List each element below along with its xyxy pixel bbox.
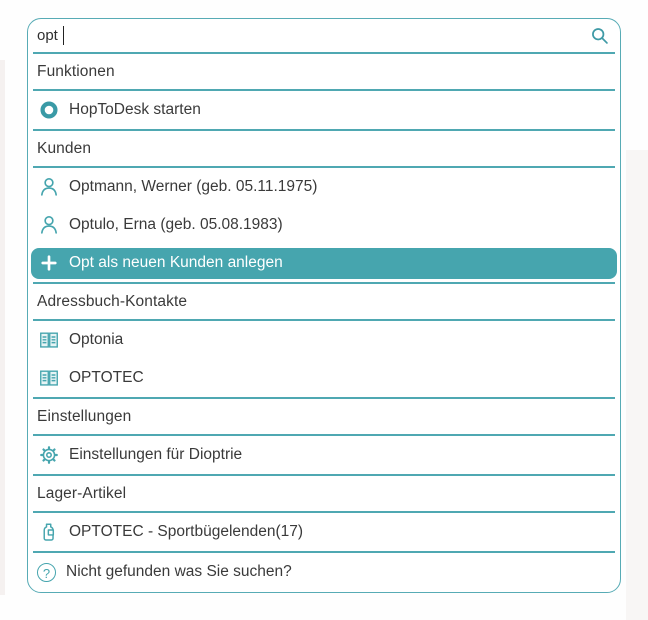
address-book-icon [38, 367, 60, 389]
search-dropdown-panel [27, 18, 621, 593]
search-row [28, 19, 620, 52]
result-item-label: Optulo, Erna (geb. 05.08.1983) [69, 216, 283, 233]
plus-icon [38, 252, 60, 274]
result-item-contact[interactable] [28, 359, 620, 397]
result-item-hoptodesk[interactable] [28, 91, 620, 129]
section-header-adressbuch: Adressbuch-Kontakte [37, 292, 188, 310]
section-header-einstellungen: Einstellungen [37, 407, 132, 425]
result-item-customer[interactable] [28, 206, 620, 244]
not-found-help-link[interactable] [28, 553, 620, 591]
ring-logo-icon [38, 99, 60, 121]
section-header-funktionen: Funktionen [37, 62, 115, 80]
search-input[interactable] [37, 27, 589, 44]
search-icon[interactable] [589, 25, 610, 46]
background-strip-right [626, 150, 648, 620]
result-item-label: Einstellungen für Dioptrie [69, 446, 243, 463]
person-icon [38, 214, 60, 236]
result-item-label: Optonia [69, 331, 124, 348]
address-book-icon [38, 329, 60, 351]
result-item-label: Optmann, Werner (geb. 05.11.1975) [69, 178, 318, 195]
result-item-create-customer[interactable] [28, 244, 620, 282]
text-caret [63, 26, 64, 45]
person-icon [38, 176, 60, 198]
result-item-stock-article[interactable] [28, 513, 620, 551]
result-item-settings[interactable] [28, 436, 620, 474]
highlighted-action-pill[interactable] [31, 248, 617, 279]
result-item-contact[interactable] [28, 321, 620, 359]
question-icon: ? [37, 563, 56, 582]
footer-label: Nicht gefunden was Sie suchen? [66, 563, 292, 580]
bottle-icon [38, 521, 60, 543]
gear-icon [38, 444, 60, 466]
section-header-kunden: Kunden [37, 139, 92, 157]
result-item-label: HopToDesk starten [69, 101, 201, 118]
result-item-label: Opt als neuen Kunden anlegen [69, 254, 283, 271]
background-strip-left [0, 60, 5, 595]
result-item-label: OPTOTEC [69, 369, 144, 386]
result-item-label: OPTOTEC - Sportbügelenden(17) [69, 523, 304, 540]
section-header-lager-artikel: Lager-Artikel [37, 484, 127, 502]
result-item-customer[interactable] [28, 168, 620, 206]
